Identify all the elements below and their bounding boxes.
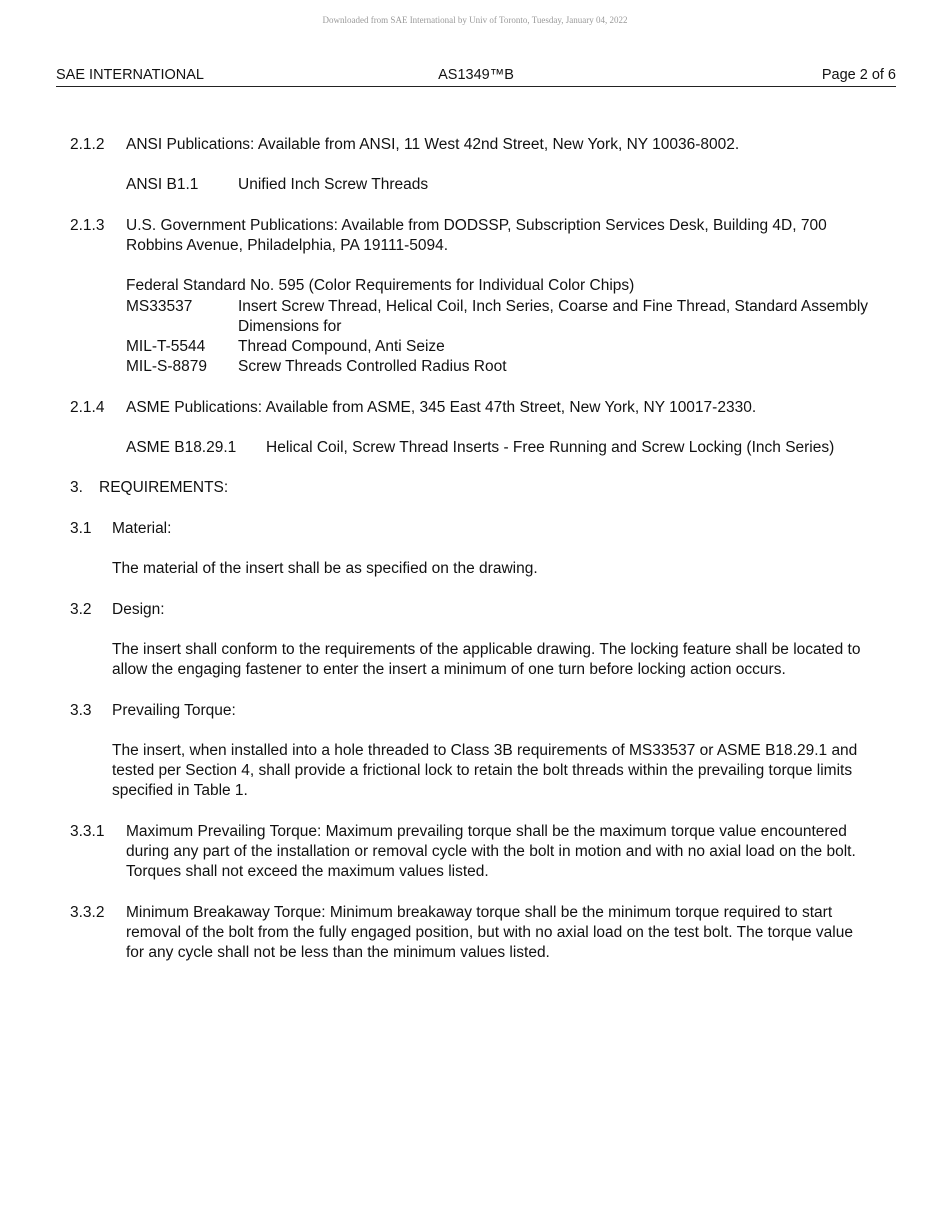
reference-id: MIL-S-8879 xyxy=(126,358,207,376)
section-number: 2.1.4 xyxy=(70,398,105,416)
section-heading: Design: xyxy=(112,600,165,618)
reference-item xyxy=(126,297,870,337)
reference-id: MS33537 xyxy=(126,297,193,315)
header-page-number: Page 2 of 6 xyxy=(821,67,896,83)
reference-item xyxy=(126,337,870,357)
section-heading: Prevailing Torque: xyxy=(112,701,236,719)
section-heading: REQUIREMENTS: xyxy=(99,479,229,497)
section-3-2-text: The insert shall conform to the requirements of the applicable drawing. The locking feature shall be located to allow the engaging fastener to enter the insert a minimum of one turn before locking action occurs. xyxy=(112,640,861,679)
document-body xyxy=(70,135,870,983)
reference-id: ASME B18.29.1 xyxy=(126,438,237,456)
reference-title: Helical Coil, Screw Thread Inserts - Free Running and Screw Locking (Inch Series) xyxy=(266,438,835,456)
reference-id: ANSI B1.1 xyxy=(126,176,199,194)
section-3-3-2 xyxy=(70,903,870,964)
reference-title: Thread Compound, Anti Seize xyxy=(238,337,445,355)
section-3-3-text: The insert, when installed into a hole threaded to Class 3B requirements of MS33537 or ASME B18.29.1 and tested per Section 4, shall provide a frictional lock to retain the bolt threads within the prevailing torque limits specified in Table 1. xyxy=(112,741,858,800)
reference-item xyxy=(126,175,870,195)
reference-list xyxy=(126,438,870,458)
section-number: 3.3.1 xyxy=(70,822,105,840)
section-number: 3.3 xyxy=(70,701,92,719)
section-number: 2.1.3 xyxy=(70,216,105,234)
section-text: Minimum Breakaway Torque: Minimum breakaway torque shall be the minimum torque required to start removal of the bolt from the fully engaged position, but with no axial load on the test bolt. The torque value for any cycle shall not be less than the minimum values listed. xyxy=(126,903,853,961)
section-number: 3.3.2 xyxy=(70,903,105,921)
section-number: 3.1 xyxy=(70,519,92,537)
section-text: Maximum Prevailing Torque: Maximum prevailing torque shall be the maximum torque value encountered during any part of the installation or removal cycle with the bolt in motion and with no axial load on the bolt. Torques shall not exceed the maximum values listed. xyxy=(126,822,856,881)
section-3-2 xyxy=(70,600,870,620)
section-2-1-2 xyxy=(70,135,870,196)
download-watermark: Downloaded from SAE International by Univ of Toronto, Tuesday, January 04, 2022 xyxy=(322,15,628,25)
reference-item xyxy=(126,438,870,458)
section-3-3 xyxy=(70,701,870,721)
section-3-1-text: The material of the insert shall be as specified on the drawing. xyxy=(112,560,538,578)
section-number: 3.2 xyxy=(70,600,92,618)
section-2-1-4 xyxy=(70,398,870,459)
reference-title: Unified Inch Screw Threads xyxy=(238,176,429,194)
section-3-3-1 xyxy=(70,822,870,883)
federal-standard-ref: Federal Standard No. 595 (Color Requirements for Individual Color Chips) xyxy=(126,277,635,295)
reference-item xyxy=(126,357,870,377)
section-3 xyxy=(70,478,870,498)
section-text: ANSI Publications: Available from ANSI, 11 West 42nd Street, New York, NY 10036-8002. xyxy=(126,136,740,153)
section-number: 3. xyxy=(70,479,83,497)
section-heading: Material: xyxy=(112,519,172,537)
section-text: ASME Publications: Available from ASME, 345 East 47th Street, New York, NY 10017-2330. xyxy=(126,398,757,416)
section-number: 2.1.2 xyxy=(70,136,105,153)
header-doc-id: AS1349™B xyxy=(438,67,514,83)
section-2-1-3 xyxy=(70,216,870,378)
reference-id: MIL-T-5544 xyxy=(126,337,206,355)
reference-list xyxy=(126,297,870,378)
section-3-1 xyxy=(70,519,870,539)
reference-list xyxy=(126,175,870,195)
page-header xyxy=(56,67,896,87)
reference-title: Screw Threads Controlled Radius Root xyxy=(238,358,507,376)
reference-title: Insert Screw Thread, Helical Coil, Inch Series, Coarse and Fine Thread, Standard Assembly Dimensions for xyxy=(238,297,869,335)
header-org: SAE INTERNATIONAL xyxy=(56,67,204,83)
section-text: U.S. Government Publications: Available from DODSSP, Subscription Services Desk, Building 4D, 700 Robbins Avenue, Philadelphia, PA 19111-5094. xyxy=(126,216,827,254)
